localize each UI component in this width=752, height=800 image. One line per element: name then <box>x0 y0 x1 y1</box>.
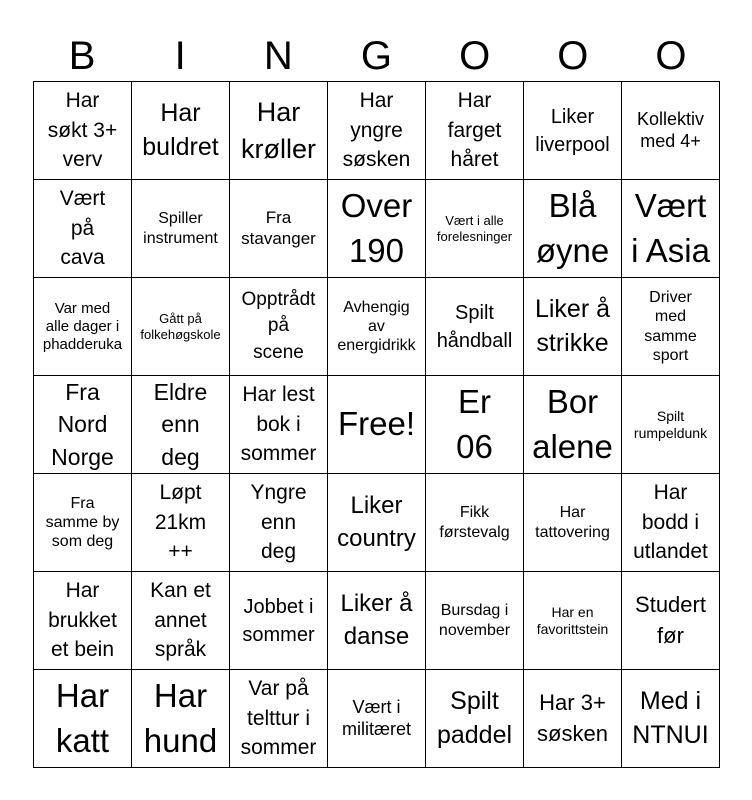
bingo-cell: Har yngre søsken <box>328 82 426 180</box>
bingo-cell: Vært i militæret <box>328 670 426 768</box>
bingo-cell: Var med alle dager i phadderuka <box>34 278 132 376</box>
bingo-cell: Vært på cava <box>34 180 132 278</box>
header-letter: I <box>174 34 186 78</box>
bingo-cell: Yngre enn deg <box>230 474 328 572</box>
header-letter: O <box>655 34 687 78</box>
bingo-cell: Har søkt 3+ verv <box>34 82 132 180</box>
bingo-cell: Liker liverpool <box>524 82 622 180</box>
bingo-cell: Har lest bok i sommer <box>230 376 328 474</box>
bingo-cell: Spiller instrument <box>132 180 230 278</box>
bingo-cell: Har en favorittstein <box>524 572 622 670</box>
bingo-cell: Har katt <box>34 670 132 768</box>
bingo-cell: Jobbet i sommer <box>230 572 328 670</box>
bingo-cell: Bor alene <box>524 376 622 474</box>
bingo-cell-free: Free! <box>328 376 426 474</box>
header-letter: N <box>263 34 293 78</box>
bingo-cell: Opptrådt på scene <box>230 278 328 376</box>
bingo-cell: Spilt paddel <box>426 670 524 768</box>
bingo-cell: Var på telttur i sommer <box>230 670 328 768</box>
header-letter: O <box>557 34 589 78</box>
bingo-cell: Vært i Asia <box>622 180 720 278</box>
bingo-cell: Avhengig av energidrikk <box>328 278 426 376</box>
bingo-cell: Har buldret <box>132 82 230 180</box>
bingo-cell: Løpt 21km ++ <box>132 474 230 572</box>
bingo-cell: Har farget håret <box>426 82 524 180</box>
bingo-cell: Fikk førstevalg <box>426 474 524 572</box>
header-letter: G <box>360 34 393 78</box>
header-letter: B <box>68 34 96 78</box>
bingo-cell: Driver med samme sport <box>622 278 720 376</box>
bingo-cell: Fra Nord Norge <box>34 376 132 474</box>
bingo-cell: Har tattovering <box>524 474 622 572</box>
bingo-cell: Blå øyne <box>524 180 622 278</box>
bingo-cell: Har brukket et bein <box>34 572 132 670</box>
bingo-cell: Bursdag i november <box>426 572 524 670</box>
bingo-cell: Studert før <box>622 572 720 670</box>
bingo-cell: Gått på folkehøgskole <box>132 278 230 376</box>
bingo-cell: Fra stavanger <box>230 180 328 278</box>
bingo-board <box>33 81 720 768</box>
bingo-cell: Har bodd i utlandet <box>622 474 720 572</box>
bingo-cell: Liker å danse <box>328 572 426 670</box>
bingo-cell: Med i NTNUI <box>622 670 720 768</box>
bingo-cell: Spilt håndball <box>426 278 524 376</box>
bingo-cell: Liker å strikke <box>524 278 622 376</box>
bingo-cell: Vært i alle forelesninger <box>426 180 524 278</box>
bingo-cell: Kan et annet språk <box>132 572 230 670</box>
bingo-cell: Har 3+ søsken <box>524 670 622 768</box>
header-letter: O <box>459 34 491 78</box>
bingo-cell: Kollektiv med 4+ <box>622 82 720 180</box>
bingo-cell: Over 190 <box>328 180 426 278</box>
bingo-cell: Spilt rumpeldunk <box>622 376 720 474</box>
bingo-cell: Eldre enn deg <box>132 376 230 474</box>
bingo-header <box>33 30 720 82</box>
bingo-cell: Fra samme by som deg <box>34 474 132 572</box>
bingo-cell: Liker country <box>328 474 426 572</box>
bingo-cell: Har hund <box>132 670 230 768</box>
bingo-cell: Har krøller <box>230 82 328 180</box>
bingo-cell: Er 06 <box>426 376 524 474</box>
